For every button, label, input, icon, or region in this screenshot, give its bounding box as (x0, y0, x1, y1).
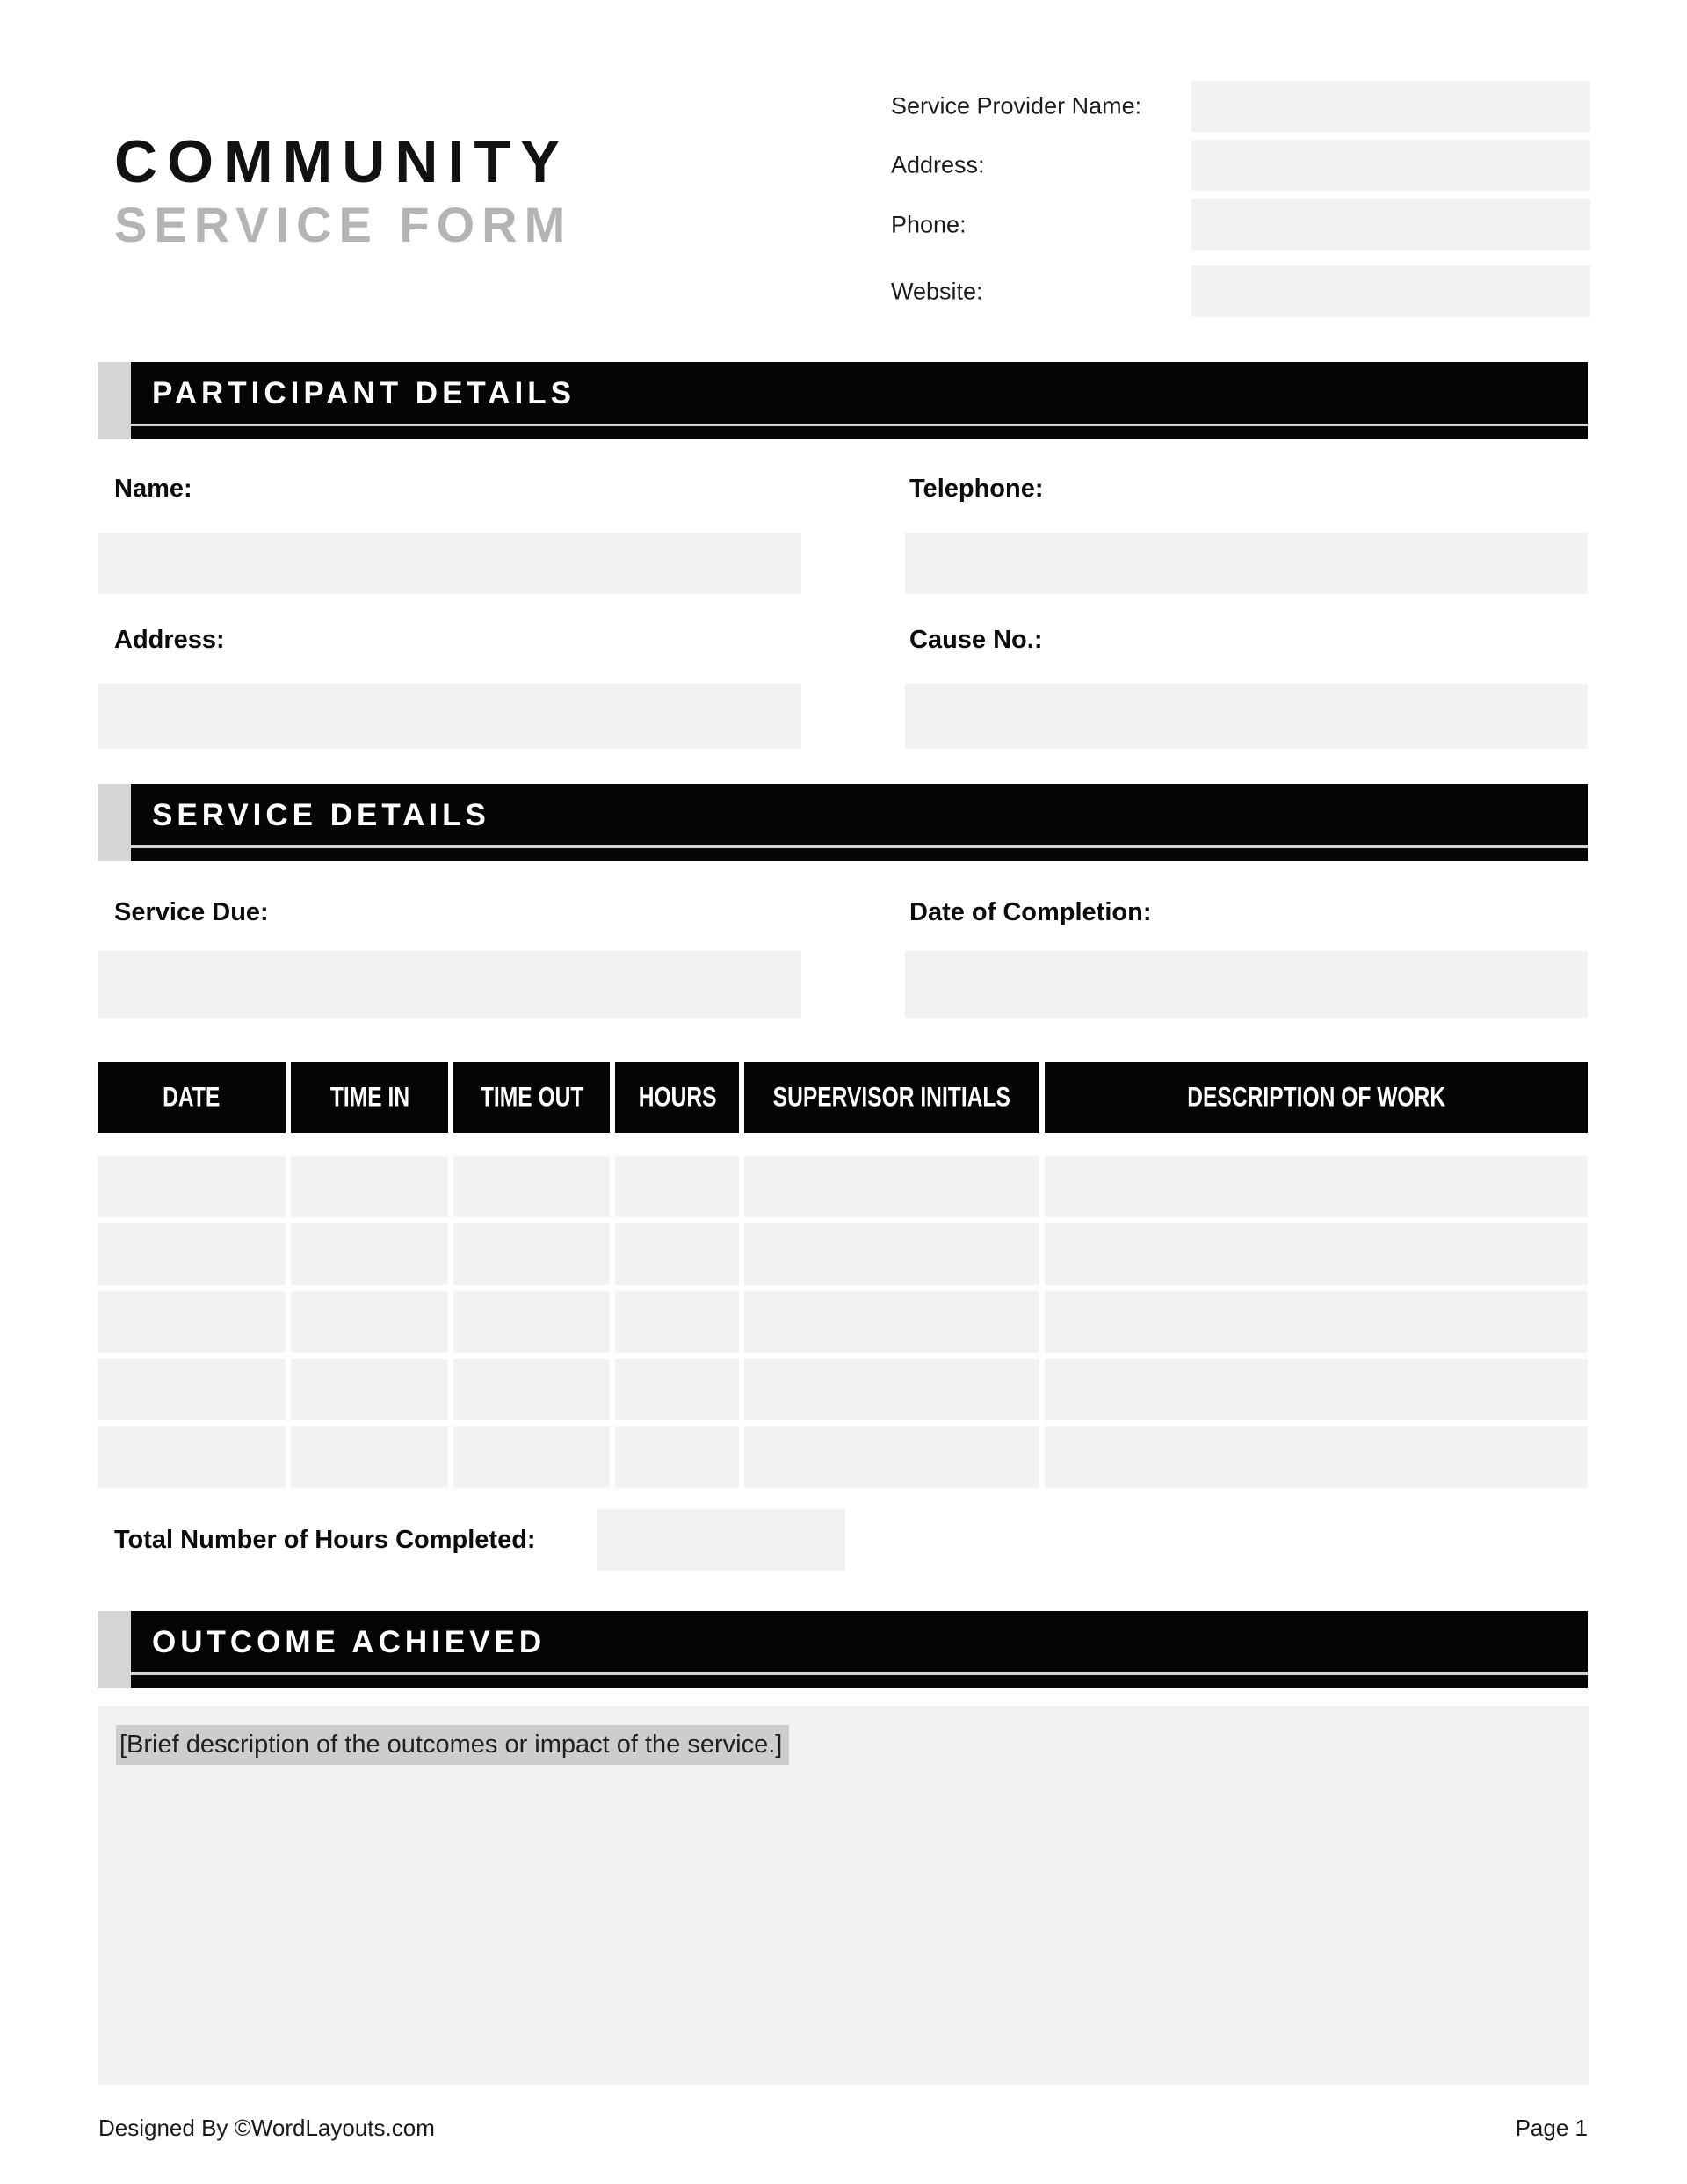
provider-address-row (891, 140, 1590, 191)
table-row (98, 1156, 1588, 1217)
table-cell[interactable] (615, 1223, 739, 1285)
section-bar-divider (131, 424, 1588, 426)
provider-phone-label: Phone: (891, 211, 967, 237)
footer-credit: Designed By ©WordLayouts.com (98, 2115, 435, 2141)
table-cell[interactable] (98, 1359, 286, 1420)
service-log-table (98, 1062, 1588, 1488)
section-bar-divider (131, 1672, 1588, 1675)
outcome-placeholder-text[interactable]: [Brief description of the outcomes or impact of the service.] (116, 1725, 789, 1765)
provider-website-row (891, 265, 1590, 317)
table-cell[interactable] (615, 1359, 739, 1420)
column-header-time-in: TIME IN (291, 1062, 448, 1133)
table-cell[interactable] (291, 1359, 448, 1420)
column-header-hours: HOURS (615, 1062, 739, 1133)
date-of-completion-label: Date of Completion: (909, 898, 1152, 926)
table-cell[interactable] (291, 1426, 448, 1488)
address-label: Address: (114, 626, 225, 654)
provider-name-input[interactable] (1191, 81, 1590, 132)
section-title: OUTCOME ACHIEVED (152, 1625, 547, 1659)
table-cell[interactable] (615, 1156, 739, 1217)
table-row (98, 1426, 1588, 1488)
table-cell[interactable] (453, 1359, 610, 1420)
table-cell[interactable] (744, 1156, 1039, 1217)
section-title: PARTICIPANT DETAILS (152, 376, 576, 410)
provider-address-label: Address: (891, 151, 985, 178)
table-cell[interactable] (615, 1426, 739, 1488)
provider-phone-input[interactable] (1191, 199, 1590, 250)
table-row (98, 1359, 1588, 1420)
section-accent-strip (98, 1611, 131, 1688)
telephone-label: Telephone: (909, 475, 1044, 503)
table-cell[interactable] (98, 1426, 286, 1488)
cause-no-label: Cause No.: (909, 626, 1043, 654)
section-bar-divider (131, 845, 1588, 848)
section-accent-strip (98, 784, 131, 861)
page-subtitle: SERVICE FORM (114, 197, 573, 252)
address-input[interactable] (98, 684, 801, 749)
table-cell[interactable] (453, 1426, 610, 1488)
section-header-participant-details (98, 362, 1588, 439)
section-title: SERVICE DETAILS (152, 798, 490, 832)
table-cell[interactable] (453, 1223, 610, 1285)
table-row (98, 1291, 1588, 1353)
provider-address-input[interactable] (1191, 140, 1590, 191)
date-of-completion-input[interactable] (905, 951, 1588, 1018)
table-cell[interactable] (291, 1291, 448, 1353)
table-cell[interactable] (615, 1291, 739, 1353)
table-cell[interactable] (744, 1291, 1039, 1353)
telephone-input[interactable] (905, 533, 1588, 594)
table-cell[interactable] (453, 1156, 610, 1217)
table-cell[interactable] (98, 1156, 286, 1217)
section-header-outcome-achieved (98, 1611, 1588, 1688)
service-due-label: Service Due: (114, 898, 269, 926)
provider-website-input[interactable] (1191, 265, 1590, 317)
page-title: COMMUNITY (114, 128, 570, 195)
table-cell[interactable] (1045, 1359, 1588, 1420)
table-row (98, 1223, 1588, 1285)
table-cell[interactable] (744, 1359, 1039, 1420)
outcome-description-textarea[interactable] (98, 1706, 1589, 2085)
table-cell[interactable] (1045, 1223, 1588, 1285)
name-input[interactable] (98, 533, 801, 594)
table-cell[interactable] (744, 1426, 1039, 1488)
total-hours-input[interactable] (597, 1509, 845, 1571)
table-cell[interactable] (291, 1223, 448, 1285)
column-header-time-out: TIME OUT (453, 1062, 610, 1133)
column-header-date: DATE (98, 1062, 286, 1133)
section-accent-strip (98, 362, 131, 439)
service-log-body (98, 1156, 1588, 1488)
section-header-service-details (98, 784, 1588, 861)
cause-no-input[interactable] (905, 684, 1588, 749)
column-header-description-of-work: DESCRIPTION OF WORK (1045, 1062, 1588, 1133)
table-cell[interactable] (1045, 1291, 1588, 1353)
provider-website-label: Website: (891, 278, 983, 304)
service-due-input[interactable] (98, 951, 801, 1018)
provider-name-row (891, 81, 1590, 132)
table-cell[interactable] (98, 1291, 286, 1353)
total-hours-label: Total Number of Hours Completed: (114, 1526, 536, 1554)
column-header-supervisor-initials: SUPERVISOR INITIALS (744, 1062, 1039, 1133)
table-cell[interactable] (744, 1223, 1039, 1285)
table-cell[interactable] (1045, 1156, 1588, 1217)
table-cell[interactable] (453, 1291, 610, 1353)
table-header-row (98, 1062, 1588, 1133)
provider-phone-row (891, 199, 1590, 250)
provider-name-label: Service Provider Name: (891, 92, 1142, 120)
table-cell[interactable] (291, 1156, 448, 1217)
table-cell[interactable] (1045, 1426, 1588, 1488)
name-label: Name: (114, 475, 192, 503)
table-cell[interactable] (98, 1223, 286, 1285)
footer-page-number: Page 1 (1515, 2115, 1588, 2141)
